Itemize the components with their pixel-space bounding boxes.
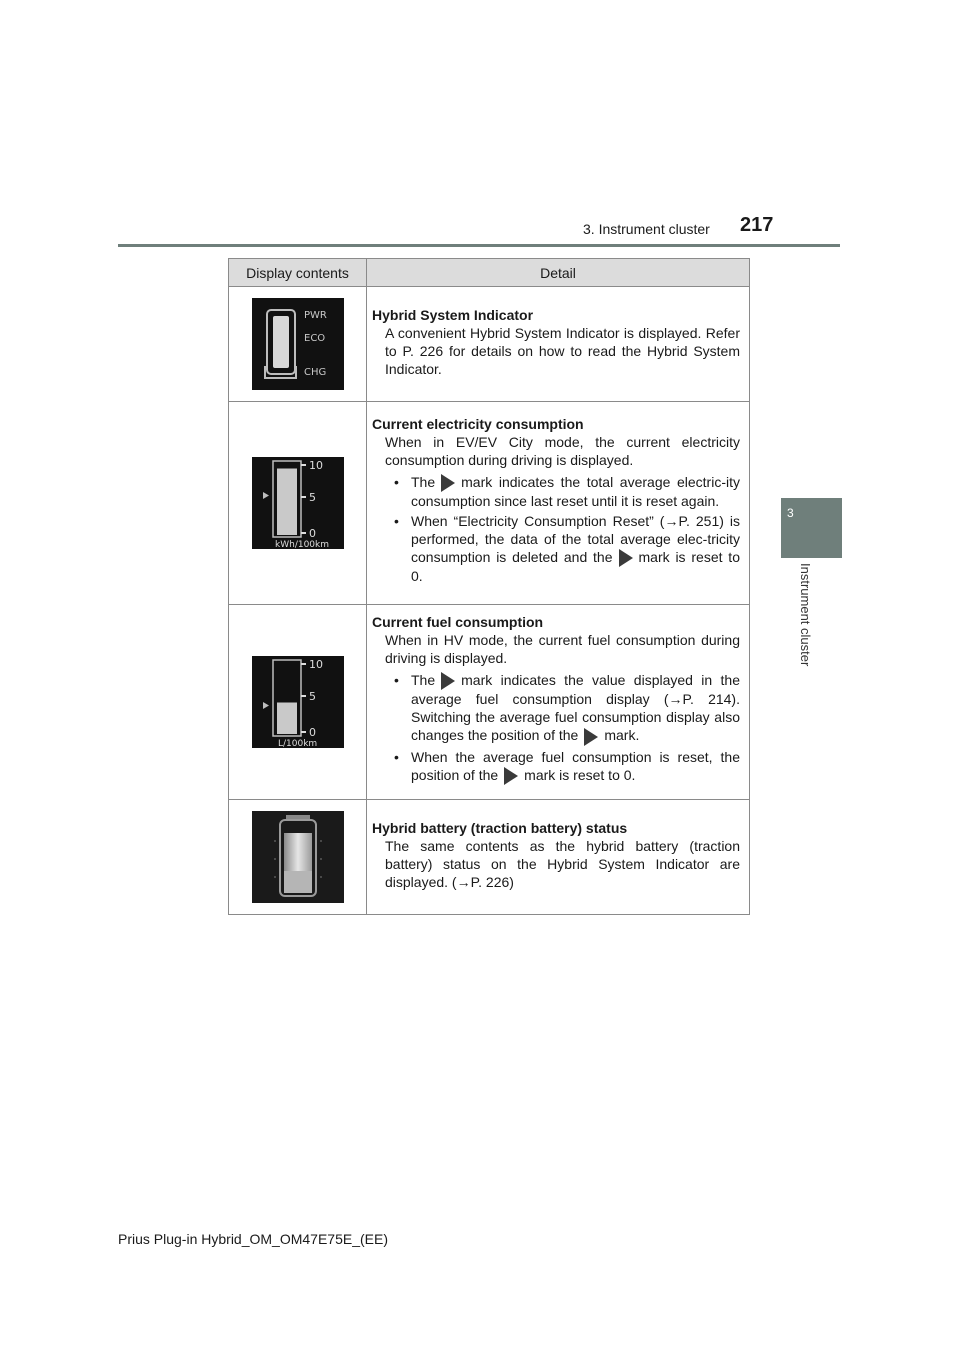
footer-doc-id: Prius Plug-in Hybrid_OM_OM47E75E_(EE) xyxy=(118,1231,388,1247)
gauge-fill xyxy=(277,702,297,734)
tick-label: 10 xyxy=(308,459,323,472)
electricity-consumption-gauge-icon xyxy=(252,457,344,549)
section-title: 3. Instrument cluster xyxy=(583,221,710,237)
tick-label: 0 xyxy=(308,725,316,739)
tick-label: 5 xyxy=(308,689,316,703)
row-title: Current fuel consumption xyxy=(372,614,544,630)
display-image-cell xyxy=(229,287,367,402)
pwr-label: PWR xyxy=(303,310,327,321)
column-header-detail: Detail xyxy=(367,259,750,287)
header-divider xyxy=(118,244,840,247)
list-item: • The mark indicates the total average electric-ity consumption since last reset until it is reset again. xyxy=(394,473,740,509)
row-title: Hybrid System Indicator xyxy=(372,307,534,323)
table-row xyxy=(229,799,750,914)
list-item: • When the average fuel consumption is reset, the position of the mark is reset to 0. xyxy=(385,748,740,785)
display-image-cell xyxy=(229,799,367,914)
row-body: When in HV mode, the current fuel consumption during driving is displayed. xyxy=(385,632,740,666)
page-number: 217 xyxy=(740,214,774,236)
chapter-label: Instrument cluster xyxy=(798,563,813,667)
tick-label: 5 xyxy=(308,491,316,504)
triangle-marker-icon xyxy=(441,672,455,690)
table-header-row xyxy=(229,259,750,287)
tick-label: 0 xyxy=(308,527,316,540)
display-contents-table xyxy=(228,258,750,915)
chapter-tab xyxy=(781,498,842,558)
row-title: Hybrid battery (traction battery) status xyxy=(372,819,628,836)
bullet-list xyxy=(372,671,740,785)
fuel-consumption-gauge-icon xyxy=(252,656,344,748)
row-body: When in EV/EV City mode, the current electricity consumption during driving is displayed. xyxy=(385,433,740,468)
gauge-fill xyxy=(277,469,297,536)
unit-label: kWh/100km xyxy=(274,540,329,549)
row-body: A convenient Hybrid System Indicator is displayed. Refer to P. 226 for details on how to read the Hybrid System Indicator. xyxy=(385,325,740,377)
display-image-cell xyxy=(229,402,367,605)
table-row xyxy=(229,402,750,605)
bullet-list xyxy=(372,473,740,586)
triangle-marker-icon xyxy=(584,728,598,746)
eco-label: ECO xyxy=(303,333,325,344)
display-image-cell xyxy=(229,605,367,800)
hybrid-battery-icon xyxy=(252,811,344,903)
detail-cell xyxy=(367,799,750,914)
triangle-marker-icon xyxy=(441,474,455,492)
triangle-marker-icon xyxy=(504,767,518,785)
chapter-number: 3 xyxy=(787,506,794,520)
tick-label: 10 xyxy=(308,657,323,671)
list-item: • When “Electricity Consumption Reset” (→P. 251) is performed, the data of the total average elec-tricity consumption is deleted and the mark is reset to 0. xyxy=(394,513,740,585)
detail-cell xyxy=(367,605,750,800)
unit-label: L/100km xyxy=(277,738,317,748)
triangle-marker-icon xyxy=(619,549,633,567)
table-row xyxy=(229,605,750,800)
chg-label: CHG xyxy=(303,367,326,378)
list-item: • The mark indicates the value displayed in the average fuel consumption display (→P. 214). Switching the average fuel consumption display also changes the position of the mark. xyxy=(385,671,740,746)
row-body: The same contents as the hybrid battery (traction battery) status on the Hybrid System Indicator are displayed. (→P. 226) xyxy=(385,837,740,890)
column-header-display: Display contents xyxy=(229,259,367,287)
detail-cell xyxy=(367,402,750,605)
table-row xyxy=(229,287,750,402)
row-title: Current electricity consumption xyxy=(372,415,584,432)
detail-cell xyxy=(367,287,750,402)
hybrid-system-indicator-icon xyxy=(252,298,344,390)
